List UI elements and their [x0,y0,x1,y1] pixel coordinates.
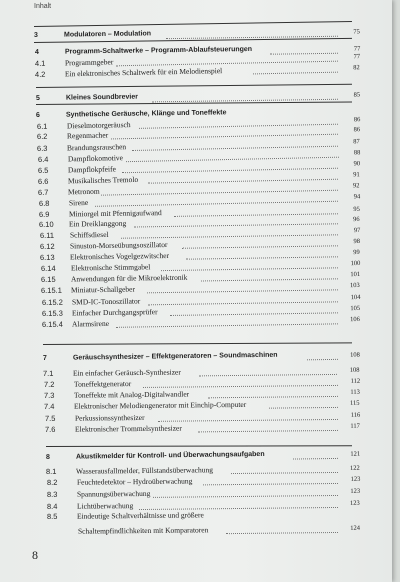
section-title: Geräuschsynthesizer – Effektgeneratoren – Soundmaschinen [73,351,278,362]
section-title: Miniorgel mit Pfennigaufwand [68,208,162,219]
section-number: 8.5 [47,511,58,521]
section-title: Anwendungen für die Mikroelektronik [70,272,188,284]
page-ref: 82 [353,64,360,72]
section-number: 6.2 [36,131,48,141]
dot-leader [153,495,338,498]
section-number: 6.4 [37,154,48,164]
section-number: 6.10 [39,219,54,229]
page-ref: 101 [350,270,360,279]
section-title: Perkussionssynthesizer [74,412,145,423]
section-number: 6.11 [39,230,54,240]
dot-leader [116,323,338,327]
section-title: SMD-IC-Tonoszillator [71,296,140,307]
section-number: 6.15.1 [41,285,63,295]
section-number: 6.3 [37,143,48,153]
toc-entry [45,422,362,437]
section-title: Metronom [68,186,101,197]
section-rule [34,21,352,27]
section-number: 6.1 [36,121,48,131]
page-number: 8 [32,548,38,562]
dot-leader [253,72,338,75]
toc-entry [43,351,362,367]
section-number: 6.15.2 [41,297,63,307]
section-title: Dieselmotorgeräusch [66,120,131,131]
section-title: Dampflokpfeife [67,164,116,175]
section-title: Programm-Schaltwerke – Programm-Ablaufsteuerungen [64,45,252,56]
section-title: Sirene [68,197,88,208]
page-ref: 112 [350,377,360,385]
page-ref: 88 [353,149,360,157]
section-rule [46,445,352,447]
section-number: 8.4 [47,501,58,511]
section-title: Ein Dreiklanggong [69,218,127,229]
dot-leader [198,430,338,432]
page-ref: 117 [350,422,360,430]
page-ref: 104 [350,293,360,302]
dot-leader [307,359,338,360]
page-ref: 77 [353,45,360,53]
section-title: Einfacher Durchgangsprüfer [71,307,158,318]
section-number: 6.12 [39,241,55,251]
section-title: Wasserausfallmelder, Füllstandsüberwachung [76,465,214,476]
section-title: Elektronischer Trommelsynthesizer [74,423,182,434]
page-ref: 115 [350,399,360,407]
section-number: 6.15.4 [42,319,64,329]
section-number: 7.4 [44,401,55,411]
section-number: 7 [43,354,48,362]
section-title: Kleines Soundbrevier [65,93,138,102]
page-ref: 85 [353,91,360,99]
section-title: Spannungsüberwachung [76,488,151,499]
section-number: 6.9 [38,209,50,219]
page-ref: 99 [353,248,360,257]
page-ref: 121 [350,450,360,458]
toc-entry [47,509,362,524]
section-title: Schiffsdiesel [69,229,109,240]
section-number: 4.1 [34,58,46,68]
section-title: Miniatur-Schallgeber [71,284,136,295]
page-ref: 91 [353,171,360,179]
section-number: 7.2 [43,379,55,389]
section-number: 7.6 [44,424,56,434]
page-ref: 113 [350,388,360,396]
page-ref: 124 [350,524,360,532]
page-ref: 75 [353,28,360,36]
section-number: 6.8 [38,198,50,208]
section-number: 4 [34,48,39,56]
dot-leader [152,99,338,103]
section-title: Dampflokomotive [67,153,123,164]
dot-leader [203,483,338,485]
section-title: Toneffektgenerator [73,379,132,389]
section-title: Akustikmelder für Kontroll- und Überwachungsaufgaben [75,450,265,461]
dot-leader [293,458,338,460]
toc-entry [48,524,362,539]
toc-entry [36,90,362,107]
section-number: 7.3 [44,390,55,400]
page-ref: 116 [350,411,360,419]
section-title: Alarmsirene [72,318,110,329]
section-title: Synthetische Geräusche, Klänge und Toneffekte [66,109,227,119]
section-number: 6.6 [37,176,49,186]
section-title: Brandungsrauschen [67,142,127,153]
dot-leader [200,374,338,376]
section-number: 8 [45,453,50,461]
page-ref: 106 [350,316,360,324]
dot-leader [208,396,338,398]
section-number: 6.14 [40,263,56,273]
section-title: Programmgeber [64,57,114,68]
toc-entry [34,27,362,44]
page-ref: 122 [350,464,360,472]
dot-leader [147,289,338,293]
page-ref: 92 [353,182,360,190]
page-ref: 96 [353,215,360,224]
page-ref: 86 [353,116,360,124]
section-number: 6.7 [38,187,49,197]
section-number: 6 [36,111,41,119]
section-title: Musikalisches Tremolo [67,174,139,186]
section-title: Schaltempfindlichkeiten mit Komparatoren [77,525,209,536]
section-number: 8.1 [46,466,57,476]
section-number: 6.15 [40,274,56,284]
section-title: Sinuston-Morseübungsoszillator [69,239,168,251]
section-number: 6.13 [40,252,55,262]
section-title: Eindeutige Schaltverhältnisse und größere [77,510,205,521]
section-number: 3 [33,31,38,39]
section-number: 6.5 [37,165,49,175]
section-number: 8.3 [46,489,58,499]
page-ref: 108 [350,351,360,359]
section-number: 7.5 [44,413,56,423]
page-ref: 123 [350,499,360,507]
page-ref: 123 [350,475,360,483]
page-ref: 105 [350,305,360,313]
section-number: 5 [35,94,40,102]
dot-leader [166,36,338,39]
page-ref: 108 [350,366,360,374]
section-title: Ein elektronisches Schaltwerk für ein Melodienspiel [64,66,223,79]
section-title: Feuchtedetektor – Hydroüberwachung [76,476,192,487]
section-title: Elektronische Stimmgabel [70,262,150,273]
dot-leader [231,472,338,474]
dot-leader [226,532,338,534]
page-ref: 87 [353,138,360,146]
page-ref: 77 [353,53,360,61]
page-ref: 95 [353,205,360,214]
page-ref: 97 [353,226,360,235]
page-ref: 103 [350,281,360,290]
section-title: Lichtüberwachung [77,501,134,511]
section-title: Regenmacher [66,130,109,141]
running-header: Inhalt [34,3,52,10]
section-rule [36,84,352,88]
section-number: 6.15.3 [41,308,63,318]
page-ref: 98 [353,237,360,246]
dot-leader [269,407,338,409]
section-rule [43,342,352,345]
section-number: 7.1 [43,368,54,378]
page-ref: 86 [353,126,360,134]
page-ref: 100 [350,259,360,268]
section-title: Ein einfacher Geräusch-Synthesizer [73,367,182,378]
section-title: Elektronischer Melodiengenerator mit Einchip-Computer [74,399,247,411]
section-number: 8.2 [46,477,57,487]
section-number: 4.2 [34,69,46,79]
page-ref: 90 [353,160,360,168]
page-ref: 94 [353,193,360,201]
section-title: Modulatoren – Modulation [63,30,152,39]
section-title: Toneffekte mit Analog-Digitalwandler [74,389,190,400]
section-title: Elektronisches Vogelgezwitscher [70,250,170,262]
page-ref: 123 [350,487,360,495]
